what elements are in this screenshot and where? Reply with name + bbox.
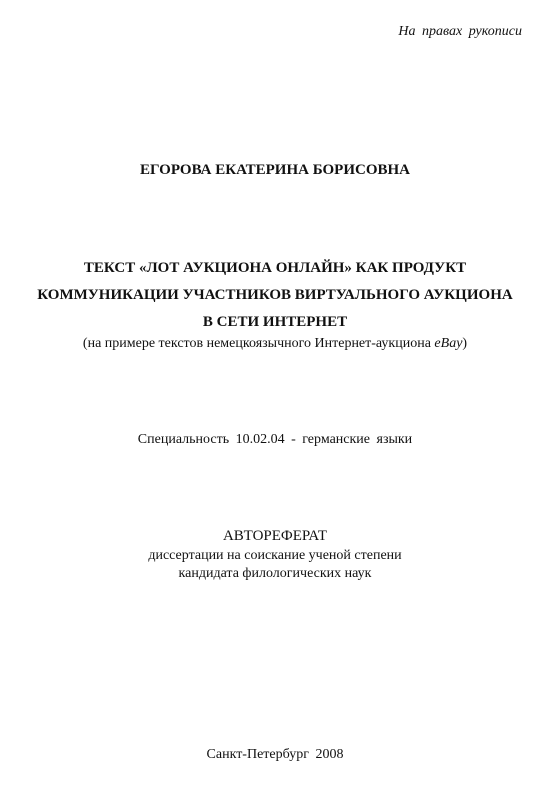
subtitle-closing: ) [462,336,468,351]
abstract-line-2: кандидата филологических наук [178,566,372,581]
abstract-label: АВТОРЕФЕРАТ [222,528,328,544]
abstract-line-1: диссертации на соискание ученой степени [148,548,402,563]
abstract-description [0,547,550,583]
manuscript-note: На правах рукописи [398,24,522,39]
title-line-2: КОММУНИКАЦИИ УЧАСТНИКОВ ВИРТУАЛЬНОГО АУКЦИОНА [37,287,513,303]
dissertation-subtitle [0,336,550,352]
title-line-3: В СЕТИ ИНТЕРНЕТ [202,314,348,330]
subtitle-ebay: eBay [434,336,463,351]
dissertation-title [0,255,550,336]
place-and-year: Санкт-Петербург 2008 [206,747,344,762]
specialty-line: Специальность 10.02.04 - германские языки [137,432,413,447]
author-name: ЕГОРОВА ЕКАТЕРИНА БОРИСОВНА [139,162,411,178]
subtitle-text: (на примере текстов немецкоязычного Интернет-аукциона [82,336,435,351]
title-line-1: ТЕКСТ «ЛОТ АУКЦИОНА ОНЛАЙН» КАК ПРОДУКТ [83,260,467,276]
